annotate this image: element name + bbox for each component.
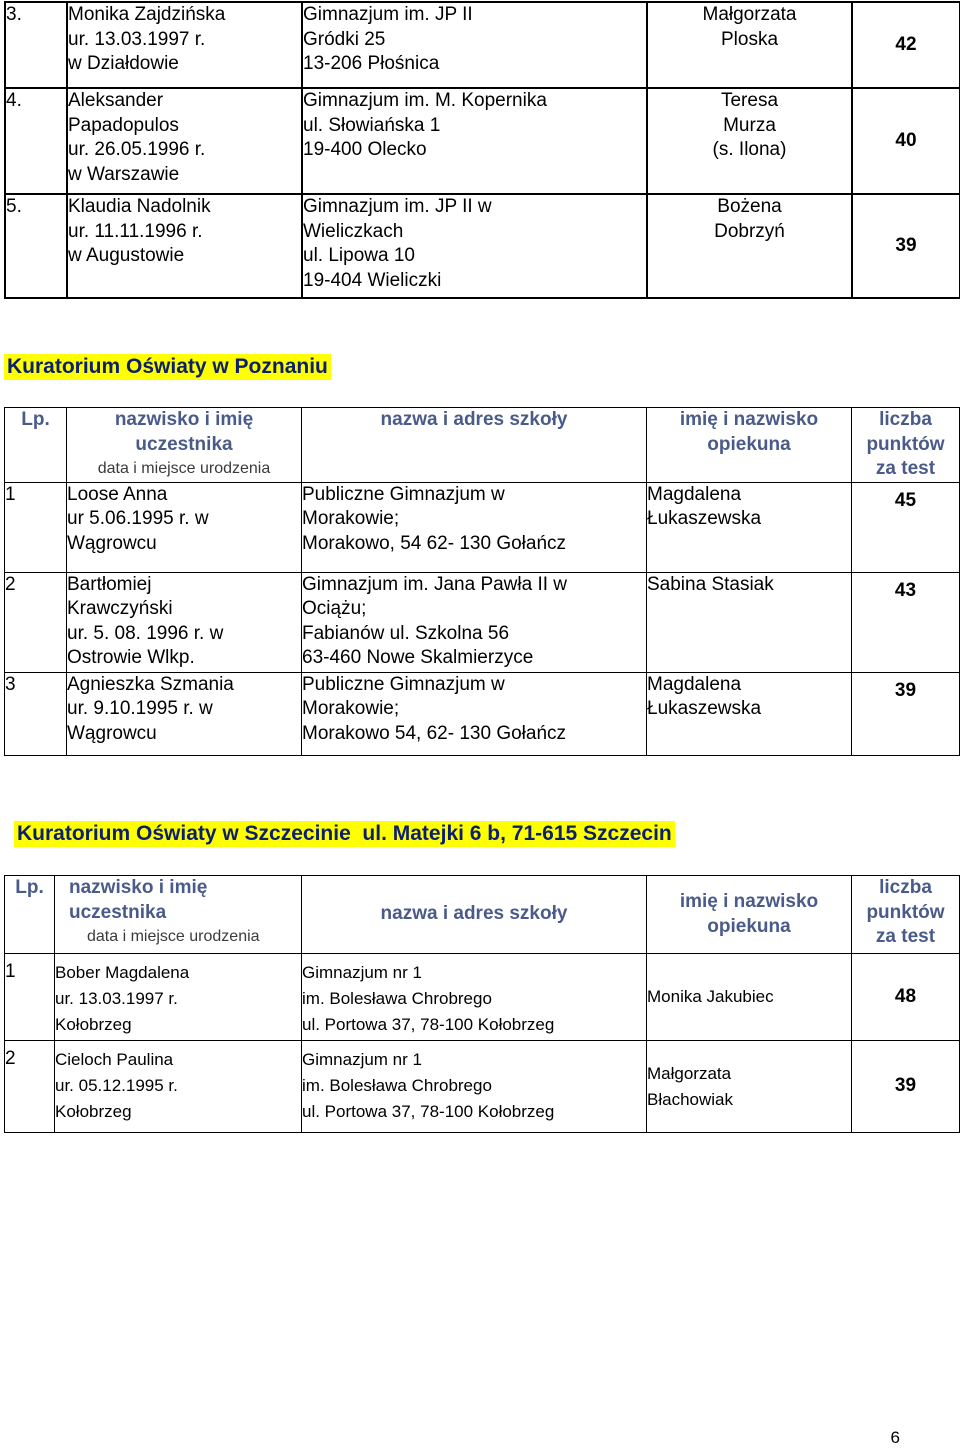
header-lp: Lp. [5,876,55,954]
school-address: Gimnazjum im. Jana Pawła II w Ociążu; Fabianów ul. Szkolna 56 63-460 Nowe Skalmierzyce [302,572,647,672]
test-score: 40 [852,88,960,194]
teacher-name: Magdalena Łukaszewska [647,482,852,572]
test-score: 39 [852,672,960,755]
test-score: 39 [852,1041,960,1133]
section-heading-poznan: Kuratorium Oświaty w Poznaniu [4,354,331,380]
row-lp: 2 [5,1041,55,1133]
szczecin-results-table [4,875,960,1133]
table-row [5,1041,960,1133]
poznan-results-table [4,407,960,756]
section-heading-szczecin: Kuratorium Oświaty w Szczecinie ul. Matejki 6 b, 71-615 Szczecin [14,821,675,847]
school-address: Gimnazjum im. JP II w Wieliczkach ul. Lipowa 10 19-404 Wieliczki [302,194,647,298]
row-lp: 3. [5,2,67,88]
header-score: liczba punktów za test [852,408,960,483]
school-address: Gimnazjum im. JP II Gródki 25 13-206 Płośnica [302,2,647,88]
row-lp: 2 [5,572,67,672]
participant-name: Agnieszka Szmania ur. 9.10.1995 r. w Wągrowcu [67,672,302,755]
table-row [5,88,960,194]
table-header-row [5,408,960,483]
test-score: 48 [852,954,960,1041]
row-lp: 4. [5,88,67,194]
row-lp: 1 [5,482,67,572]
row-lp: 3 [5,672,67,755]
participant-name: Cieloch Paulina ur. 05.12.1995 r. Kołobrzeg [55,1041,302,1133]
header-school: nazwa i adres szkoły [302,408,647,483]
teacher-name: Małgorzata Błachowiak [647,1041,852,1133]
participant-name: Bartłomiej Krawczyński ur. 5. 08. 1996 r. w Ostrowie Wlkp. [67,572,302,672]
table-row [5,2,960,88]
top-results-table [4,1,960,299]
table-header-row [5,876,960,954]
test-score: 39 [852,194,960,298]
table-row [5,572,960,672]
header-score: liczba punktów za test [852,876,960,954]
participant-name: Loose Anna ur 5.06.1995 r. w Wągrowcu [67,482,302,572]
participant-name: Monika Zajdzińska ur. 13.03.1997 r. w Działdowie [67,2,302,88]
header-name: nazwisko i imię uczestnika data i miejsce urodzenia [55,876,302,954]
row-lp: 1 [5,954,55,1041]
header-school: nazwa i adres szkoły [302,876,647,954]
participant-name: Bober Magdalena ur. 13.03.1997 r. Kołobrzeg [55,954,302,1041]
teacher-name: Teresa Murza (s. Ilona) [647,88,852,194]
test-score: 42 [852,2,960,88]
header-teacher: imię i nazwisko opiekuna [647,408,852,483]
teacher-name: Małgorzata Ploska [647,2,852,88]
test-score: 45 [852,482,960,572]
table-row [5,954,960,1041]
participant-name: Aleksander Papadopulos ur. 26.05.1996 r. w Warszawie [67,88,302,194]
test-score: 43 [852,572,960,672]
teacher-name: Bożena Dobrzyń [647,194,852,298]
header-lp: Lp. [5,408,67,483]
teacher-name: Sabina Stasiak [647,572,852,672]
school-address: Gimnazjum nr 1 im. Bolesława Chrobrego ul. Portowa 37, 78-100 Kołobrzeg [302,1041,647,1133]
school-address: Gimnazjum nr 1 im. Bolesława Chrobrego ul. Portowa 37, 78-100 Kołobrzeg [302,954,647,1041]
header-name: nazwisko i imię uczestnika data i miejsce urodzenia [67,408,302,483]
table-row [5,482,960,572]
participant-name: Klaudia Nadolnik ur. 11.11.1996 r. w Augustowie [67,194,302,298]
table-row [5,672,960,755]
school-address: Publiczne Gimnazjum w Morakowie; Morakowo 54, 62- 130 Gołańcz [302,672,647,755]
teacher-name: Magdalena Łukaszewska [647,672,852,755]
header-teacher: imię i nazwisko opiekuna [647,876,852,954]
table-row [5,194,960,298]
teacher-name: Monika Jakubiec [647,954,852,1041]
row-lp: 5. [5,194,67,298]
school-address: Publiczne Gimnazjum w Morakowie; Morakowo, 54 62- 130 Gołańcz [302,482,647,572]
school-address: Gimnazjum im. M. Kopernika ul. Słowiańska 1 19-400 Olecko [302,88,647,194]
page-number: 6 [890,1428,900,1447]
